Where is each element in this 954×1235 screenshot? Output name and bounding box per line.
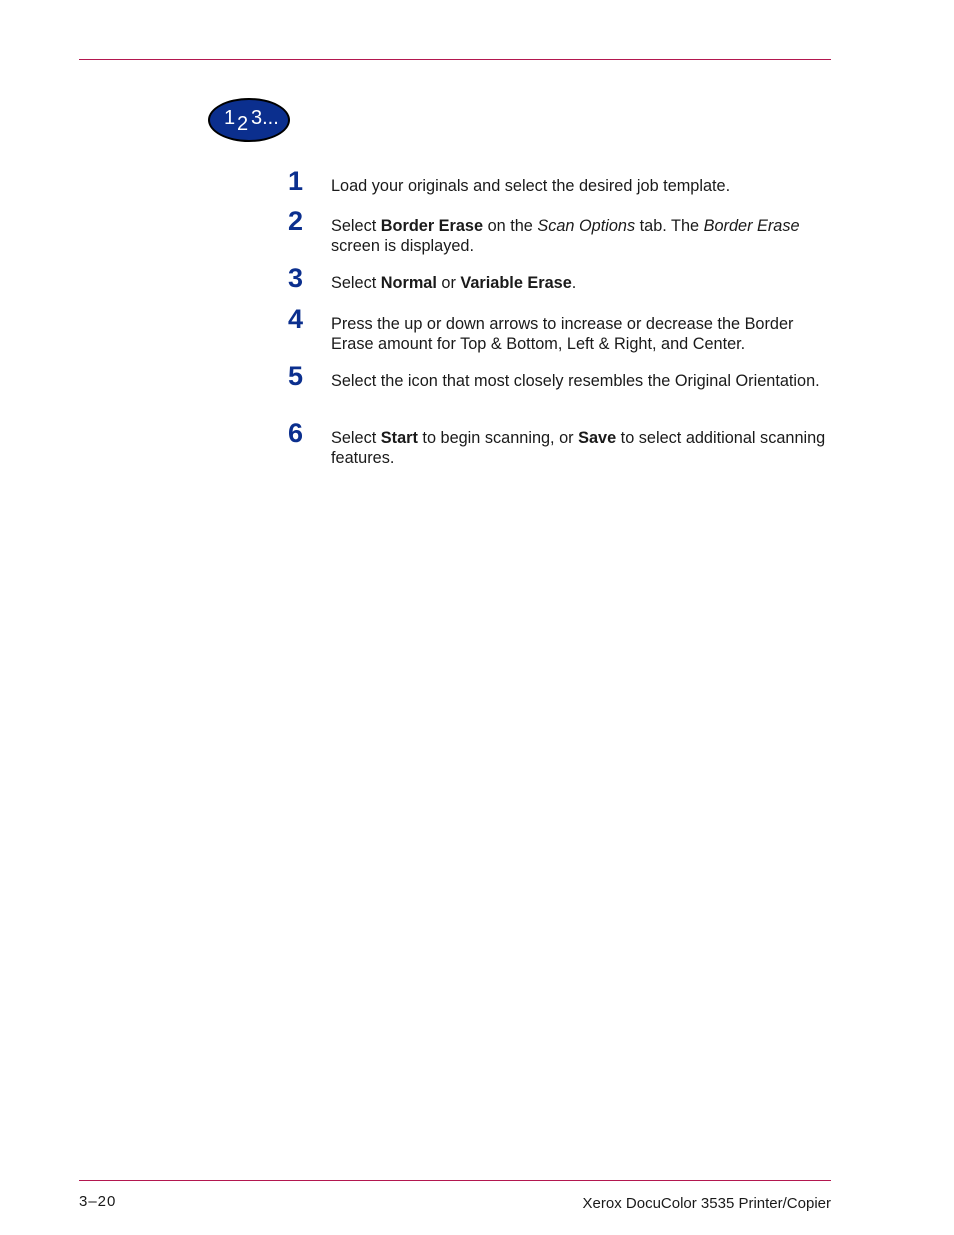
badge-digit-2: 2 — [237, 113, 249, 135]
badge-digit-3: 3... — [251, 107, 279, 129]
step-text: Select the icon that most closely resembles the Original Orientation. — [331, 372, 820, 390]
step-number: 2 — [288, 206, 304, 236]
step-text: Select Normal or Variable Erase. — [331, 274, 577, 292]
step-number: 5 — [288, 361, 304, 391]
step-text: Select Start to begin scanning, or Save to select additional scanning features. — [331, 429, 826, 467]
product-name: Xerox DocuColor 3535 Printer/Copier — [582, 1195, 831, 1212]
step-number: 3 — [288, 263, 304, 293]
step-text: Press the up or down arrows to increase or decrease the Border Erase amount for Top & Bottom, Left & Right, and Center. — [331, 315, 794, 353]
step-text: Load your originals and select the desired job template. — [331, 177, 731, 195]
footer-rule — [79, 1180, 831, 1181]
step-number: 6 — [288, 418, 304, 448]
badge-digit-1: 1 — [224, 107, 236, 129]
step-text: Select Border Erase on the Scan Options tab. The Border Erase screen is displayed. — [331, 217, 800, 255]
numbered-steps-icon — [208, 98, 290, 142]
header-rule — [79, 59, 831, 60]
step-number: 1 — [288, 166, 304, 196]
step-number: 4 — [288, 304, 304, 334]
page-number: 3–20 — [79, 1193, 117, 1210]
